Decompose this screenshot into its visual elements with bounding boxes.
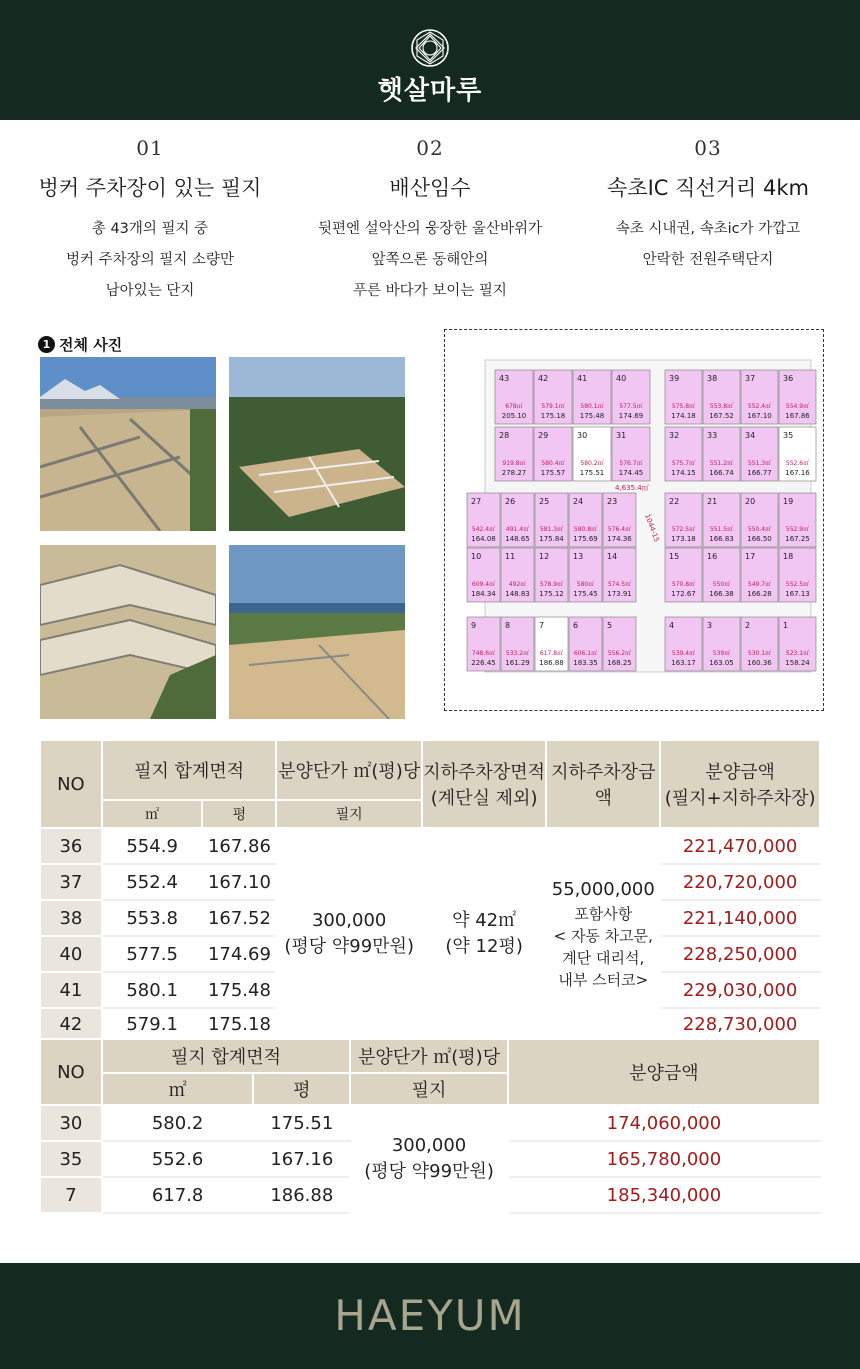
lot-py: 173.91	[607, 590, 632, 598]
lot-area: 530.1㎡	[747, 650, 772, 657]
lot-number: 1	[783, 621, 789, 630]
lot-m2: 580.1	[102, 972, 203, 1008]
lot-py: 174.45	[618, 469, 644, 477]
lot-total: 165,780,000	[508, 1141, 820, 1177]
feature-title: 속초IC 직선거리 4km	[607, 176, 809, 200]
lot-total: 221,470,000	[660, 828, 820, 864]
price-table-bunker	[39, 739, 821, 1041]
lot-py: 161.29	[505, 659, 530, 667]
lot-13	[569, 548, 602, 602]
lot-py: 167.86	[785, 412, 810, 420]
lot-number: 34	[745, 431, 756, 440]
lot-36	[779, 370, 816, 424]
lot-28	[495, 427, 533, 481]
page-header	[0, 0, 860, 120]
feature-1	[0, 136, 300, 307]
lot-12	[535, 548, 568, 602]
lot-py: 172.67	[671, 590, 696, 598]
lot-area: 552.6㎡	[785, 460, 810, 467]
feature-description	[0, 214, 300, 307]
lot-area: 552.9㎡	[785, 526, 810, 533]
lot-number: 38	[707, 374, 718, 383]
feature-line: 푸른 바다가 보이는 필지	[353, 283, 507, 299]
lot-py: 167.16	[785, 469, 810, 477]
lot-number: 28	[499, 431, 510, 440]
unit-price-sub: (평당 약99만원)	[364, 1161, 494, 1182]
lot-22	[665, 493, 702, 547]
road-label: 4,635.4㎡	[615, 484, 649, 492]
lot-number: 31	[616, 431, 627, 440]
lot-py: 174.18	[671, 412, 696, 420]
lot-number: 35	[783, 431, 794, 440]
feature-line: 속초 시내권, 속초ic가 가깝고	[615, 221, 801, 237]
lot-py: 164.08	[471, 535, 496, 543]
photos-label-text: 전체 사진	[59, 336, 123, 354]
ug-note-3: 계단 대리석,	[562, 949, 645, 967]
lot-m2: 577.5	[102, 936, 203, 972]
feature-description	[280, 214, 580, 307]
unit-price-cell	[350, 1105, 508, 1213]
lot-m2: 617.8	[102, 1177, 254, 1213]
lot-number: 9	[471, 621, 477, 630]
feature-line: 총 43개의 필지 중	[91, 221, 209, 237]
lot-19	[779, 493, 816, 547]
lot-total: 228,730,000	[660, 1008, 820, 1040]
lot-1	[779, 617, 816, 671]
unit-price-sub: (평당 약99만원)	[284, 936, 414, 957]
brand-title: 햇살마루	[377, 76, 483, 106]
lot-21	[703, 493, 740, 547]
lot-py: 166.28	[747, 590, 772, 598]
lot-area: 575.8㎡	[671, 403, 696, 410]
lot-py: 167.52	[709, 412, 734, 420]
lot-py: 175.48	[579, 412, 605, 420]
sun-logo-icon	[410, 28, 450, 68]
lot-py: 167.10	[202, 864, 276, 900]
lot-py: 167.86	[202, 828, 276, 864]
lot-16	[703, 548, 740, 602]
lot-no: 41	[40, 972, 102, 1008]
lot-number: 3	[707, 621, 713, 630]
lot-number: 4	[669, 621, 675, 630]
ug-note-2: < 자동 차고문,	[553, 927, 653, 945]
lot-py: 166.83	[709, 535, 734, 543]
lot-py: 175.18	[540, 412, 566, 420]
lot-py: 186.88	[253, 1177, 350, 1213]
lot-m2: 552.6	[102, 1141, 254, 1177]
aerial-photo-1	[40, 357, 216, 531]
lot-number: 43	[499, 374, 510, 383]
lot-number: 26	[505, 497, 516, 506]
lot-area: 609.4㎡	[471, 581, 496, 588]
lot-m2: 553.8	[102, 900, 203, 936]
lot-18	[779, 548, 816, 602]
feature-title: 벙커 주차장이 있는 필지	[38, 176, 262, 200]
col-header-total-sub: (필지+지하주차장)	[664, 788, 816, 809]
lot-number: 12	[539, 552, 550, 561]
footer-logo: HAEYUM	[334, 1291, 526, 1340]
lot-m2: 580.2	[102, 1105, 254, 1141]
col-header-m2: ㎡	[102, 800, 203, 828]
unit-price: 300,000	[311, 910, 387, 931]
lot-area: 553.8㎡	[709, 403, 734, 410]
lot-number: 15	[669, 552, 680, 561]
lot-area: 491.4㎡	[505, 526, 530, 533]
lot-area: 617.8㎡	[539, 650, 564, 657]
lot-py: 168.25	[607, 659, 632, 667]
lot-py: 184.34	[471, 590, 496, 598]
lot-area: 551.5㎡	[709, 526, 734, 533]
lot-no: 42	[40, 1008, 102, 1040]
col-header-m2: ㎡	[102, 1073, 254, 1105]
ug-note-1: 포함사항	[574, 905, 633, 923]
col-header-ug-area-text: 지하주차장면적	[423, 762, 545, 783]
lot-number: 29	[538, 431, 549, 440]
lot-15	[665, 548, 702, 602]
aerial-photo-4	[229, 545, 405, 719]
lot-number: 30	[577, 431, 588, 440]
lot-number: 13	[573, 552, 584, 561]
lot-py: 174.69	[202, 936, 276, 972]
lot-27	[467, 493, 500, 547]
lot-py: 167.10	[747, 412, 772, 420]
lot-area: 572.5㎡	[671, 526, 696, 533]
lot-area: 606.1㎡	[573, 650, 598, 657]
lot-py: 175.51	[579, 469, 605, 477]
ug-price: 55,000,000	[551, 879, 655, 900]
lot-area: 580㎡	[576, 581, 595, 588]
lot-40	[612, 370, 650, 424]
lot-area: 549.7㎡	[747, 581, 772, 588]
lot-py: 174.36	[607, 535, 632, 543]
lot-area: 533.2㎡	[505, 650, 530, 657]
col-header-no: NO	[40, 1039, 102, 1105]
lot-area: 542.4㎡	[471, 526, 496, 533]
lot-number: 2	[745, 621, 751, 630]
lot-py: 186.88	[539, 659, 564, 667]
feature-line: 남아있는 단지	[105, 283, 195, 299]
unit-price: 300,000	[391, 1135, 467, 1156]
lot-py: 175.57	[540, 469, 566, 477]
lot-py: 175.51	[253, 1105, 350, 1141]
lot-31	[612, 427, 650, 481]
lot-5	[603, 617, 636, 671]
site-plan	[444, 329, 824, 711]
lot-number: 5	[607, 621, 613, 630]
col-header-area: 필지 합계면적	[102, 740, 277, 800]
feature-number: 01	[136, 136, 164, 160]
lot-area: 551.2㎡	[709, 460, 734, 467]
lot-area: 492㎡	[508, 581, 527, 588]
feature-3	[558, 136, 858, 276]
lot-py: 166.50	[747, 535, 772, 543]
lot-area: 919.8㎡	[502, 460, 526, 467]
feature-line: 안락한 전원주택단지	[642, 252, 774, 268]
lot-9	[467, 617, 500, 671]
lot-number: 21	[707, 497, 718, 506]
feature-2	[280, 136, 580, 307]
lot-total: 221,140,000	[660, 900, 820, 936]
lot-m2: 579.1	[102, 1008, 203, 1040]
lot-area: 576.4㎡	[607, 526, 632, 533]
lot-py: 175.18	[202, 1008, 276, 1040]
lot-number: 33	[707, 431, 718, 440]
lot-py: 148.83	[505, 590, 530, 598]
table-row	[40, 828, 820, 864]
lot-py: 148.65	[505, 535, 530, 543]
lot-total: 174,060,000	[508, 1105, 820, 1141]
page-footer	[0, 1263, 860, 1369]
feature-number: 03	[694, 136, 722, 160]
lot-7	[535, 617, 568, 671]
ug-area-sub: (약 12평)	[445, 936, 523, 957]
col-header-total: 분양금액	[508, 1039, 820, 1105]
lot-number: 8	[505, 621, 511, 630]
lot-area: 581.3㎡	[539, 526, 564, 533]
lot-number: 17	[745, 552, 756, 561]
lot-39	[665, 370, 702, 424]
lot-py: 160.36	[747, 659, 772, 667]
lot-number: 22	[669, 497, 680, 506]
lot-area: 678㎡	[505, 403, 523, 410]
lot-py: 163.17	[671, 659, 696, 667]
lot-py: 174.15	[671, 469, 696, 477]
lot-number: 7	[539, 621, 545, 630]
lot-py: 166.74	[709, 469, 734, 477]
lot-area: 552.4㎡	[747, 403, 772, 410]
lot-number: 19	[783, 497, 794, 506]
lot-11	[501, 548, 534, 602]
lot-29	[534, 427, 572, 481]
lot-py: 226.45	[471, 659, 496, 667]
lot-number: 16	[707, 552, 718, 561]
price-table-general	[39, 1038, 821, 1214]
lot-number: 11	[505, 552, 516, 561]
lot-41	[573, 370, 611, 424]
lot-area: 556.2㎡	[607, 650, 632, 657]
lot-py: 167.16	[253, 1141, 350, 1177]
lot-py: 158.24	[785, 659, 810, 667]
lot-2	[741, 617, 778, 671]
lot-4	[665, 617, 702, 671]
lot-30	[573, 427, 611, 481]
lot-area: 576.7㎡	[619, 460, 643, 467]
number-badge: 1	[38, 336, 55, 353]
lot-py: 173.18	[671, 535, 696, 543]
unit-price-cell	[276, 828, 422, 1040]
col-header-ug-price: 지하주차장금액	[546, 740, 660, 828]
feature-description	[558, 214, 858, 276]
lot-area: 570.8㎡	[671, 581, 696, 588]
lot-area: 578.9㎡	[539, 581, 564, 588]
lot-py: 175.12	[539, 590, 564, 598]
lot-number: 42	[538, 374, 549, 383]
col-header-ug-area-sub: (계단실 제외)	[430, 788, 538, 809]
lot-14	[603, 548, 636, 602]
lot-number: 6	[573, 621, 579, 630]
lot-35	[779, 427, 816, 481]
lot-no: 30	[40, 1105, 102, 1141]
lot-total: 185,340,000	[508, 1177, 820, 1213]
lot-area: 551.3㎡	[747, 460, 772, 467]
lot-number: 24	[573, 497, 584, 506]
lot-py: 183.35	[573, 659, 598, 667]
lot-area: 523.1㎡	[785, 650, 810, 657]
lot-10	[467, 548, 500, 602]
col-header-no: NO	[40, 740, 102, 828]
lot-no: 7	[40, 1177, 102, 1213]
lot-25	[535, 493, 568, 547]
lot-area: 580.4㎡	[541, 460, 565, 467]
lot-py: 166.77	[747, 469, 772, 477]
lot-area: 550.4㎡	[747, 526, 772, 533]
lot-34	[741, 427, 778, 481]
lot-py: 175.48	[202, 972, 276, 1008]
lot-m2: 554.9	[102, 828, 203, 864]
table-row	[40, 1105, 820, 1141]
ug-price-cell	[546, 828, 660, 1040]
lot-number: 39	[669, 374, 680, 383]
lot-area: 580.1㎡	[580, 403, 604, 410]
lot-24	[569, 493, 602, 547]
lot-area: 577.5㎡	[619, 403, 643, 410]
lot-py: 167.25	[785, 535, 810, 543]
lot-py: 163.05	[709, 659, 734, 667]
col-header-total-text: 분양금액	[705, 762, 775, 783]
feature-line: 벙커 주차장의 필지 소량만	[66, 252, 234, 268]
lot-area: 574.5㎡	[607, 581, 632, 588]
lot-number: 18	[783, 552, 794, 561]
lot-8	[501, 617, 534, 671]
lot-py: 175.84	[539, 535, 564, 543]
lot-3	[703, 617, 740, 671]
lot-number: 20	[745, 497, 756, 506]
col-header-lot: 필지	[350, 1073, 508, 1105]
lot-area: 539.4㎡	[671, 650, 696, 657]
lot-area: 550㎡	[712, 581, 731, 588]
lot-py: 167.13	[785, 590, 810, 598]
lot-py: 205.10	[501, 412, 527, 420]
col-header-py: 평	[253, 1073, 350, 1105]
lot-py: 167.52	[202, 900, 276, 936]
lot-area: 580.2㎡	[580, 460, 604, 467]
lot-py: 175.45	[573, 590, 598, 598]
lot-area: 552.5㎡	[785, 581, 810, 588]
lot-number: 27	[471, 497, 482, 506]
lot-number: 25	[539, 497, 550, 506]
lot-number: 32	[669, 431, 680, 440]
feature-number: 02	[416, 136, 444, 160]
lot-26	[501, 493, 534, 547]
lot-number: 14	[607, 552, 618, 561]
col-header-unit-price: 분양단가 ㎡(평)당	[350, 1039, 508, 1073]
col-header-py: 평	[202, 800, 276, 828]
lot-no: 35	[40, 1141, 102, 1177]
lot-42	[534, 370, 572, 424]
lot-17	[741, 548, 778, 602]
ug-area: 약 42㎡	[452, 910, 517, 931]
lot-number: 41	[577, 374, 588, 383]
lot-20	[741, 493, 778, 547]
lot-number: 10	[471, 552, 482, 561]
lot-total: 228,250,000	[660, 936, 820, 972]
lot-total: 229,030,000	[660, 972, 820, 1008]
lot-43	[495, 370, 533, 424]
lot-33	[703, 427, 740, 481]
aerial-photo-2	[229, 357, 405, 531]
lot-py: 166.38	[709, 590, 734, 598]
lot-38	[703, 370, 740, 424]
lot-number: 23	[607, 497, 618, 506]
col-header-area: 필지 합계면적	[102, 1039, 350, 1073]
aerial-photo-3	[40, 545, 216, 719]
col-header-lot: 필지	[276, 800, 422, 828]
lot-py: 175.69	[573, 535, 598, 543]
lot-no: 36	[40, 828, 102, 864]
col-header-unit-price: 분양단가 ㎡(평)당	[276, 740, 422, 800]
lot-6	[569, 617, 602, 671]
lot-number: 37	[745, 374, 756, 383]
lot-no: 37	[40, 864, 102, 900]
lot-area: 748.6㎡	[471, 650, 496, 657]
ug-note-4: 내부 스터코>	[558, 971, 649, 989]
lot-no: 38	[40, 900, 102, 936]
lot-area: 539㎡	[712, 650, 731, 657]
lot-no: 40	[40, 936, 102, 972]
photos-label	[38, 334, 122, 355]
col-header-ug-area	[422, 740, 546, 828]
lot-23	[603, 493, 636, 547]
lot-area: 575.7㎡	[671, 460, 696, 467]
feature-line: 앞쪽으론 동해안의	[371, 252, 489, 268]
lot-area: 554.9㎡	[785, 403, 810, 410]
lot-area: 579.1㎡	[541, 403, 565, 410]
lot-32	[665, 427, 702, 481]
lot-37	[741, 370, 778, 424]
lot-py: 174.69	[618, 412, 644, 420]
lot-area: 580.8㎡	[573, 526, 598, 533]
feature-title: 배산임수	[389, 176, 471, 200]
lot-number: 40	[616, 374, 627, 383]
lot-number: 36	[783, 374, 794, 383]
lot-m2: 552.4	[102, 864, 203, 900]
col-header-total	[660, 740, 820, 828]
lot-total: 220,720,000	[660, 864, 820, 900]
lot-py: 278.27	[501, 469, 527, 477]
ug-area-cell	[422, 828, 546, 1040]
road-label-2: 1044-15	[643, 512, 661, 544]
feature-line: 뒷편엔 설악산의 웅장한 울산바위가	[318, 221, 542, 237]
